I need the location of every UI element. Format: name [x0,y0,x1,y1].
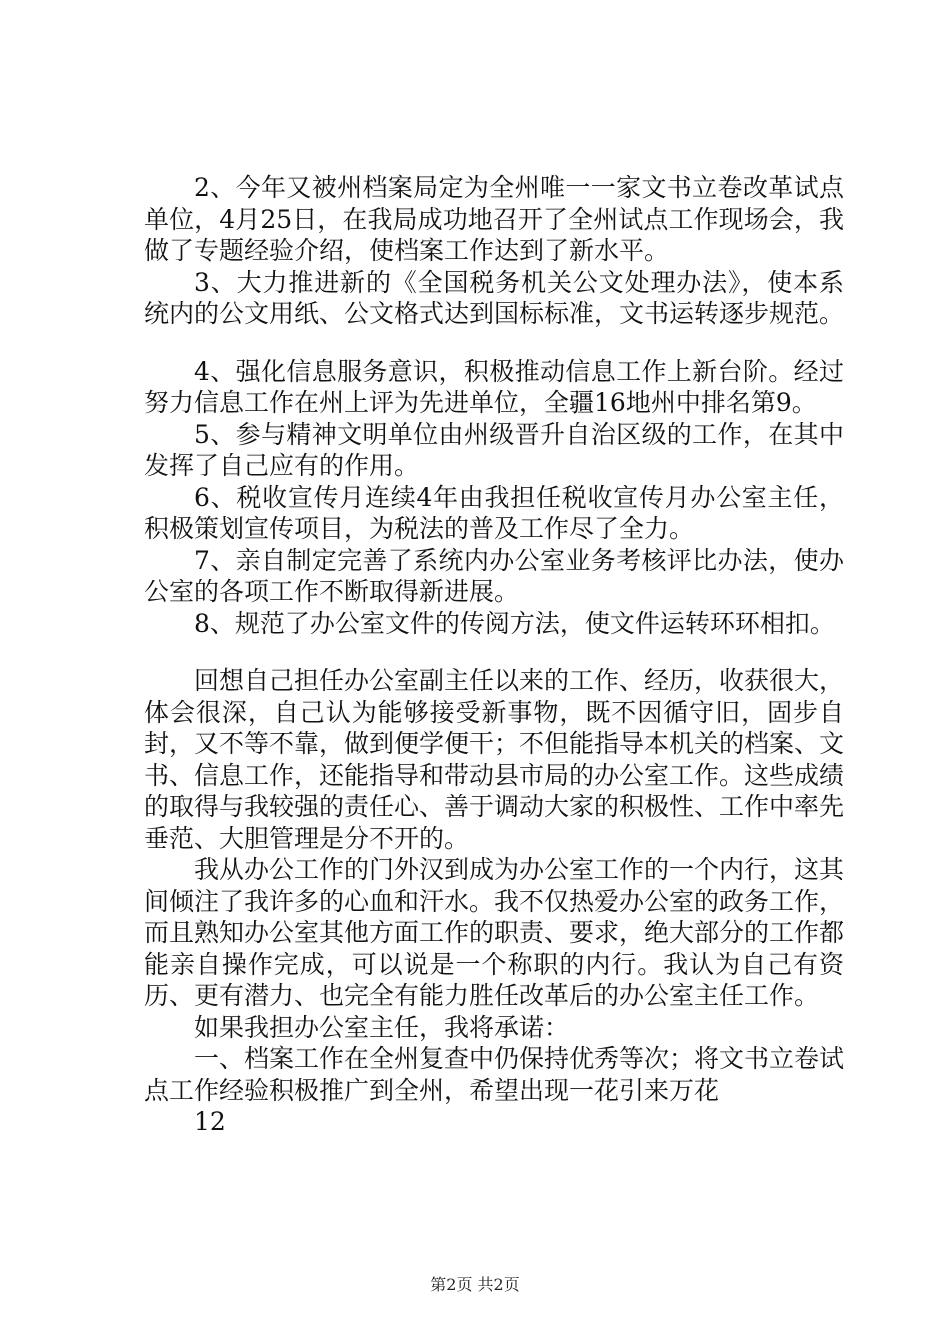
page-footer: 第2页 共2页 [430,1275,520,1294]
paragraph-item-2: 2、今年又被州档案局定为全州唯一一家文书立卷改革试点单位，4月25日，在我局成功地召开了全州试点工作现场会，我做了专题经验介绍，使档案工作达到了新水平。 [144,173,844,265]
paragraph-fragment: 12 [194,1107,226,1136]
paragraph-item-5: 5、参与精神文明单位由州级晋升自治区级的工作，在其中发挥了自己应有的作用。 [144,419,844,480]
paragraph-item-6: 6、税收宣传月连续4年由我担任税收宣传月办公室主任，积极策划宣传项目，为税法的普及工作尽了全力。 [144,482,844,543]
paragraph-item-4: 4、强化信息服务意识，积极推动信息工作上新台阶。经过努力信息工作在州上评为先进单位，全疆16地州中排名第9。 [144,356,844,417]
paragraph-item-3: 3、大力推进新的《全国税务机关公文处理办法》，使本系统内的公文用纸、公文格式达到国标标准，文书运转逐步规范。 [144,267,845,328]
paragraph-spacer [144,639,844,665]
paragraph-promise-intro: 如果我担办公室主任，我将承诺： [194,1012,570,1042]
paragraph-spacer [144,330,844,356]
paragraph-reflection: 回想自己担任办公室副主任以来的工作、经历，收获很大，体会很深，自己认为能够接受新事物，既不因循守旧，固步自封，又不等不靠，做到便学便干；不但能指导本机关的档案、文书、信息工作，还能指导和带动县市局的办公室工作。这些成绩的取得与我较强的责任心、善于调动大家的积极性、工作中率先垂范、大胆管理是分不开的。 [144,666,845,853]
document-body [144,172,844,1138]
paragraph-item-7: 7、亲自制定完善了系统内办公室业务考核评比办法，使办公室的各项工作不断取得新进展。 [144,545,844,606]
paragraph-item-8: 8、规范了办公室文件的传阅方法，使文件运转环环相扣。 [194,608,835,638]
paragraph-experience: 我从办公工作的门外汉到成为办公室工作的一个内行，这其间倾注了我许多的心血和汗水。我不仅热爱办公室的政务工作，而且熟知办公室其他方面工作的职责、要求，绝大部分的工作都能亲自操作完成，可以说是一个称职的内行。我认为自己有资历、更有潜力、也完全有能力胜任改革后的办公室主任工作。 [144,855,845,1010]
paragraph-promise-1: 一、档案工作在全州复查中仍保持优秀等次；将文书立卷试点工作经验积极推广到全州，希望出现一花引来万花 [144,1044,845,1105]
